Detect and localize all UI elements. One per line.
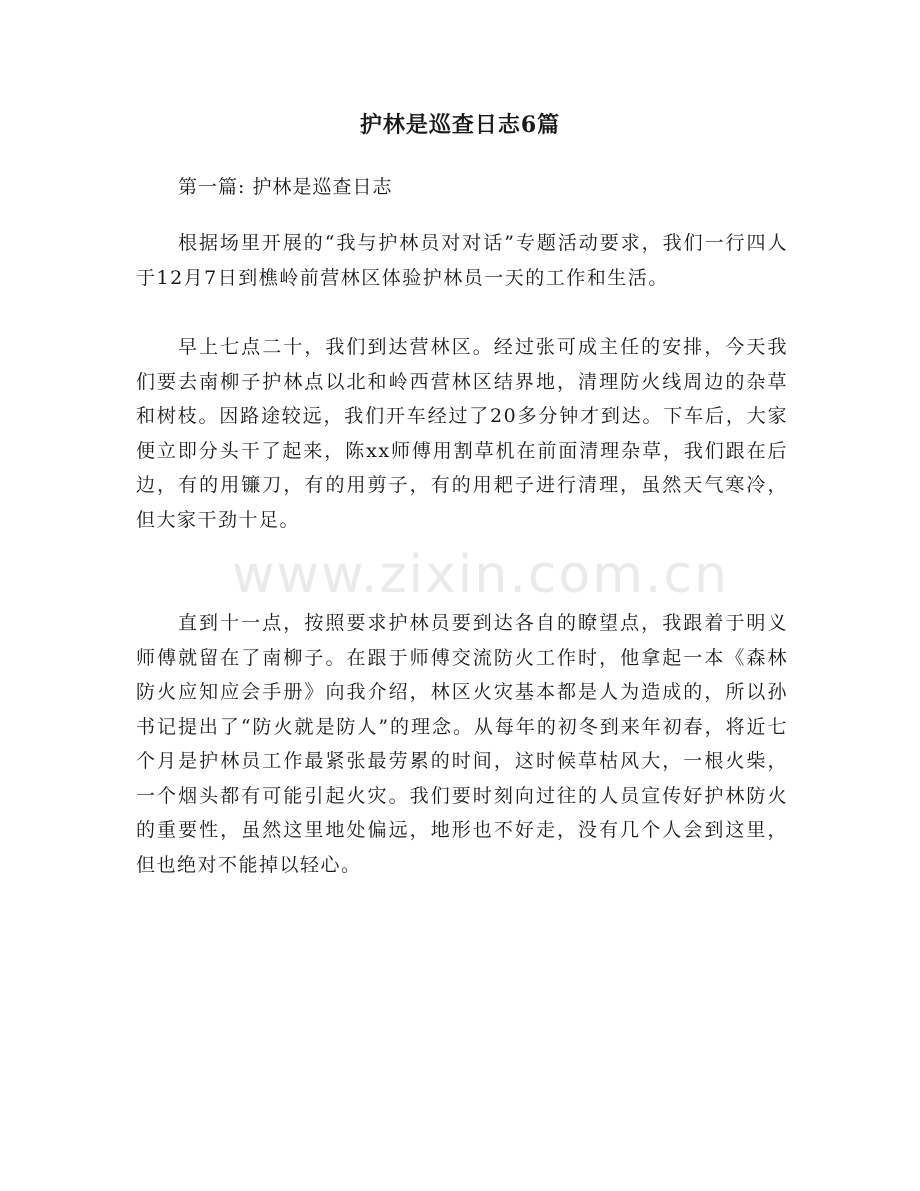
watermark: www.zixin.com.cn	[232, 545, 729, 605]
section-heading: 第一篇: 护林是巡查日志	[178, 176, 393, 198]
document-title: 护林是巡查日志6篇	[359, 112, 561, 138]
paragraph-1: 根据场里开展的“我与护林员对对话”专题活动要求，我们一行四人于12月7日到樵岭前营林区体验护林员一天的工作和生活。	[136, 232, 788, 289]
paragraph-3: 直到十一点，按照要求护林员要到达各自的瞭望点，我跟着于明义师傅就留在了南柳子。在跟于师傅交流防火工作时，他拿起一本《森林防火应知应会手册》向我介绍，林区火灾基本都是人为造成的，所以孙书记提出了“防火就是防人”的理念。从每年的初冬到来年初春，将近七个月是护林员工作最紧张最劳累的时间，这时候草枯风大，一根火柴，一个烟头都有可能引起火灾。我们要时刻向过往的人员宣传好护林防火的重要性，虽然这里地处偏远，地形也不好走，没有几个人会到这里，但也绝对不能掉以轻心。	[136, 612, 788, 876]
paragraph-2: 早上七点二十，我们到达营林区。经过张可成主任的安排，今天我们要去南柳子护林点以北和岭西营林区结界地，清理防火线周边的杂草和树枝。因路途较远，我们开车经过了20多分钟才到达。下车后，大家便立即分头干了起来，陈xx师傅用割草机在前面清理杂草，我们跟在后边，有的用镰刀，有的用剪子，有的用耙子进行清理，虽然天气寒冷，但大家干劲十足。	[136, 336, 788, 531]
